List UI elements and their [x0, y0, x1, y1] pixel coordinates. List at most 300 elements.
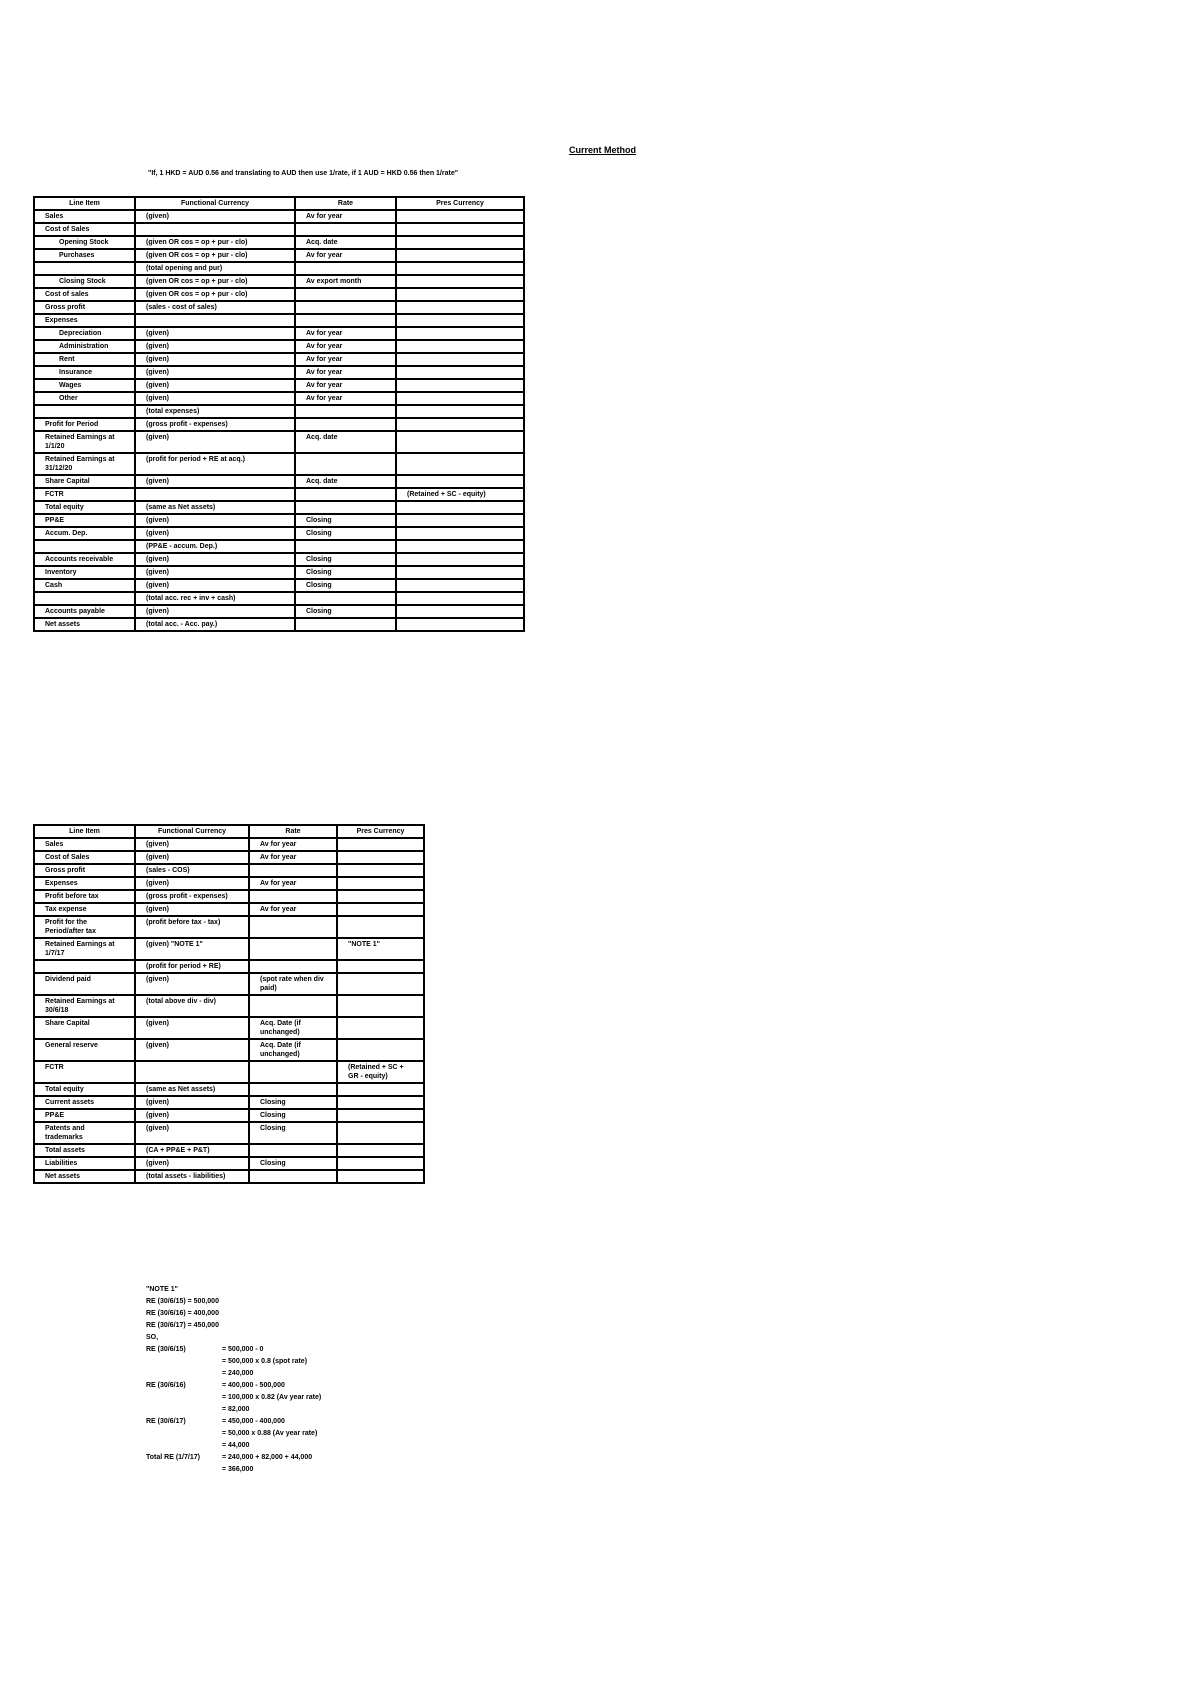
cell-pres	[337, 864, 424, 877]
cell-item: Net assets	[34, 1170, 135, 1183]
table-row	[34, 249, 524, 262]
cell-func: (given)	[135, 553, 295, 566]
cell-pres	[396, 353, 524, 366]
cell-func: (given)	[135, 579, 295, 592]
cell-pres	[396, 340, 524, 353]
cell-rate	[295, 501, 396, 514]
note-label	[146, 1404, 222, 1416]
cell-item: Retained Earnings at 30/6/18	[34, 995, 135, 1017]
cell-func: (given)	[135, 353, 295, 366]
note-value: = 50,000 x 0.88 (Av year rate)	[222, 1430, 318, 1437]
cell-rate	[249, 864, 337, 877]
cell-pres	[337, 903, 424, 916]
cell-item: Total equity	[34, 1083, 135, 1096]
cell-item	[34, 592, 135, 605]
cell-item: PP&E	[34, 1109, 135, 1122]
note-line	[146, 1296, 321, 1308]
cell-pres	[337, 838, 424, 851]
note-label	[146, 1356, 222, 1368]
cell-func	[135, 314, 295, 327]
cell-func: (given)	[135, 851, 249, 864]
cell-pres	[396, 566, 524, 579]
cell-rate: Closing	[295, 514, 396, 527]
cell-rate	[249, 890, 337, 903]
cell-func: (given)	[135, 210, 295, 223]
cell-func: (given)	[135, 973, 249, 995]
table-row	[34, 864, 424, 877]
cell-pres	[337, 1122, 424, 1144]
cell-rate	[249, 938, 337, 960]
cell-func: (given)	[135, 1017, 249, 1039]
table-row	[34, 405, 524, 418]
cell-func: (given)	[135, 340, 295, 353]
cell-pres	[396, 453, 524, 475]
cell-pres	[337, 1017, 424, 1039]
note-label: RE (30/6/16) = 400,000	[146, 1310, 219, 1317]
table-row	[34, 431, 524, 453]
note-1-calculations	[146, 1284, 321, 1476]
cell-pres	[337, 1144, 424, 1157]
note-value: = 500,000 - 0	[222, 1346, 264, 1353]
cell-pres	[396, 605, 524, 618]
table-row	[34, 960, 424, 973]
cell-rate: (spot rate when div paid)	[249, 973, 337, 995]
cell-func: (sales - cost of sales)	[135, 301, 295, 314]
note-value: = 366,000	[222, 1466, 254, 1473]
cell-pres	[396, 327, 524, 340]
cell-rate	[295, 592, 396, 605]
table-row	[34, 605, 524, 618]
cell-item: Accounts receivable	[34, 553, 135, 566]
cell-item: Cost of sales	[34, 288, 135, 301]
cell-func: (total assets - liabilities)	[135, 1170, 249, 1183]
cell-rate: Av export month	[295, 275, 396, 288]
cell-func: (given)	[135, 327, 295, 340]
cell-rate	[249, 1170, 337, 1183]
note-line	[146, 1416, 321, 1428]
cell-func: (PP&E - accum. Dep.)	[135, 540, 295, 553]
table-row	[34, 1157, 424, 1170]
cell-func	[135, 1061, 249, 1083]
note-value: = 100,000 x 0.82 (Av year rate)	[222, 1394, 322, 1401]
cell-pres	[396, 514, 524, 527]
cell-item: Retained Earnings at 31/12/20	[34, 453, 135, 475]
table-header-row	[34, 825, 424, 838]
note-line	[146, 1284, 321, 1296]
cell-rate: Acq. date	[295, 475, 396, 488]
cell-item	[34, 405, 135, 418]
cell-pres	[396, 418, 524, 431]
table-row	[34, 314, 524, 327]
cell-rate: Closing	[295, 553, 396, 566]
column-header: Rate	[249, 825, 337, 838]
cell-rate	[249, 1144, 337, 1157]
cell-rate: Acq. date	[295, 431, 396, 453]
cell-rate: Av for year	[295, 210, 396, 223]
cell-rate	[295, 223, 396, 236]
table-row	[34, 262, 524, 275]
note-line	[146, 1392, 321, 1404]
cell-func: (CA + PP&E + P&T)	[135, 1144, 249, 1157]
note-label: Total RE (1/7/17)	[146, 1454, 200, 1461]
cell-func: (given)	[135, 1122, 249, 1144]
cell-rate	[249, 916, 337, 938]
cell-func: (given)	[135, 1109, 249, 1122]
note-line	[146, 1356, 321, 1368]
table-header-row	[34, 197, 524, 210]
cell-pres	[337, 960, 424, 973]
note-value: = 44,000	[222, 1442, 250, 1449]
column-header: Functional Currency	[135, 197, 295, 210]
note-label	[146, 1392, 222, 1404]
cell-pres	[396, 223, 524, 236]
table-row	[34, 1170, 424, 1183]
table-row	[34, 275, 524, 288]
cell-rate: Closing	[295, 579, 396, 592]
table-row	[34, 501, 524, 514]
cell-func: (gross profit - expenses)	[135, 418, 295, 431]
cell-item: PP&E	[34, 514, 135, 527]
cell-pres	[396, 553, 524, 566]
cell-func: (gross profit - expenses)	[135, 890, 249, 903]
note-line	[146, 1380, 321, 1392]
table-row	[34, 514, 524, 527]
cell-item: Dividend paid	[34, 973, 135, 995]
cell-item: FCTR	[34, 488, 135, 501]
table-row	[34, 327, 524, 340]
note-label: RE (30/6/17) = 450,000	[146, 1322, 219, 1329]
cell-rate	[249, 1083, 337, 1096]
cell-item: Total assets	[34, 1144, 135, 1157]
table-row	[34, 938, 424, 960]
cell-func	[135, 488, 295, 501]
cell-func: (same as Net assets)	[135, 1083, 249, 1096]
cell-rate	[295, 618, 396, 631]
cell-rate	[249, 995, 337, 1017]
note-line	[146, 1464, 321, 1476]
cell-func: (given)	[135, 366, 295, 379]
note-line	[146, 1452, 321, 1464]
cell-rate	[295, 405, 396, 418]
table-row	[34, 916, 424, 938]
cell-pres	[337, 1083, 424, 1096]
translation-table-1	[33, 196, 525, 632]
cell-func: (sales - COS)	[135, 864, 249, 877]
cell-item: Accounts payable	[34, 605, 135, 618]
cell-pres	[337, 973, 424, 995]
column-header: Rate	[295, 197, 396, 210]
cell-pres	[396, 379, 524, 392]
cell-pres	[396, 579, 524, 592]
cell-pres	[396, 592, 524, 605]
cell-pres	[337, 916, 424, 938]
table-row	[34, 527, 524, 540]
table-row	[34, 475, 524, 488]
cell-item: Depreciation	[34, 327, 135, 340]
cell-func: (given OR cos = op + pur - clo)	[135, 288, 295, 301]
table-row	[34, 210, 524, 223]
table-row	[34, 618, 524, 631]
cell-pres	[396, 210, 524, 223]
table-row	[34, 973, 424, 995]
cell-pres	[396, 236, 524, 249]
note-value: = 240,000	[222, 1370, 254, 1377]
cell-pres	[396, 249, 524, 262]
cell-item: Total equity	[34, 501, 135, 514]
cell-func: (given)	[135, 527, 295, 540]
cell-rate	[249, 1061, 337, 1083]
table-row	[34, 1109, 424, 1122]
cell-rate: Av for year	[295, 392, 396, 405]
cell-pres	[337, 890, 424, 903]
note-line	[146, 1428, 321, 1440]
cell-item: Patents and trademarks	[34, 1122, 135, 1144]
cell-func: (given OR cos = op + pur - clo)	[135, 275, 295, 288]
column-header: Pres Currency	[337, 825, 424, 838]
cell-rate: Av for year	[295, 249, 396, 262]
table-row	[34, 1083, 424, 1096]
cell-item: Opening Stock	[34, 236, 135, 249]
cell-rate: Closing	[249, 1157, 337, 1170]
cell-item: Rent	[34, 353, 135, 366]
column-header: Pres Currency	[396, 197, 524, 210]
cell-item: Profit before tax	[34, 890, 135, 903]
cell-item: Closing Stock	[34, 275, 135, 288]
cell-item: Sales	[34, 838, 135, 851]
cell-pres	[396, 475, 524, 488]
note-label: SO,	[146, 1334, 159, 1341]
cell-item: Insurance	[34, 366, 135, 379]
cell-pres	[337, 1170, 424, 1183]
table-row	[34, 353, 524, 366]
cell-rate: Closing	[295, 527, 396, 540]
table-row	[34, 453, 524, 475]
cell-item	[34, 262, 135, 275]
note-label: RE (30/6/15) = 500,000	[146, 1298, 219, 1305]
note-label: RE (30/6/15)	[146, 1346, 186, 1353]
table-row	[34, 579, 524, 592]
cell-func: (given)	[135, 392, 295, 405]
cell-rate: Av for year	[249, 877, 337, 890]
table-row	[34, 903, 424, 916]
cell-item: FCTR	[34, 1061, 135, 1083]
column-header: Line Item	[34, 197, 135, 210]
cell-rate	[295, 540, 396, 553]
cell-pres	[396, 288, 524, 301]
note-line	[146, 1440, 321, 1452]
cell-rate: Av for year	[249, 851, 337, 864]
cell-rate: Acq. date	[295, 236, 396, 249]
cell-func: (total acc. - Acc. pay.)	[135, 618, 295, 631]
table-row	[34, 366, 524, 379]
table-row	[34, 379, 524, 392]
note-label: "NOTE 1"	[146, 1286, 178, 1293]
cell-pres	[337, 1096, 424, 1109]
cell-func: (given)	[135, 1039, 249, 1061]
note-label: RE (30/6/17)	[146, 1418, 186, 1425]
table-row	[34, 288, 524, 301]
note-value: = 82,000	[222, 1406, 250, 1413]
cell-func: (given)	[135, 877, 249, 890]
table-row	[34, 340, 524, 353]
note-label	[146, 1368, 222, 1380]
note-value: = 240,000 + 82,000 + 44,000	[222, 1454, 313, 1461]
translation-table-2	[33, 824, 425, 1184]
cell-pres	[337, 1157, 424, 1170]
cell-item: General reserve	[34, 1039, 135, 1061]
cell-item: Share Capital	[34, 475, 135, 488]
cell-func: (given OR cos = op + pur - clo)	[135, 236, 295, 249]
cell-item: Profit for the Period/after tax	[34, 916, 135, 938]
cell-func: (given)	[135, 475, 295, 488]
table-row	[34, 418, 524, 431]
table-row	[34, 553, 524, 566]
table-row	[34, 1122, 424, 1144]
cell-func: (given)	[135, 566, 295, 579]
table-row	[34, 223, 524, 236]
cell-rate: Closing	[249, 1096, 337, 1109]
page-title: Current Method	[569, 145, 636, 155]
cell-rate	[249, 960, 337, 973]
table-row	[34, 1039, 424, 1061]
cell-item: Sales	[34, 210, 135, 223]
cell-pres	[396, 618, 524, 631]
cell-func: (profit for period + RE)	[135, 960, 249, 973]
cell-item	[34, 960, 135, 973]
cell-func: (given) "NOTE 1"	[135, 938, 249, 960]
cell-rate	[295, 288, 396, 301]
cell-item: Gross profit	[34, 301, 135, 314]
cell-item: Tax expense	[34, 903, 135, 916]
cell-item: Accum. Dep.	[34, 527, 135, 540]
cell-pres	[396, 314, 524, 327]
cell-func: (total opening and pur)	[135, 262, 295, 275]
cell-func: (given)	[135, 605, 295, 618]
cell-rate	[295, 314, 396, 327]
note-value: = 450,000 - 400,000	[222, 1418, 285, 1425]
cell-item: Cost of Sales	[34, 851, 135, 864]
cell-rate: Closing	[295, 605, 396, 618]
cell-func: (given)	[135, 379, 295, 392]
cell-pres	[337, 995, 424, 1017]
cell-pres	[396, 540, 524, 553]
cell-item: Gross profit	[34, 864, 135, 877]
cell-item: Share Capital	[34, 1017, 135, 1039]
column-header: Functional Currency	[135, 825, 249, 838]
note-line	[146, 1308, 321, 1320]
cell-pres: "NOTE 1"	[337, 938, 424, 960]
table-row	[34, 1061, 424, 1083]
cell-pres	[396, 392, 524, 405]
table-row	[34, 592, 524, 605]
cell-rate	[295, 262, 396, 275]
cell-pres	[396, 301, 524, 314]
cell-item: Retained Earnings at 1/1/20	[34, 431, 135, 453]
cell-item	[34, 540, 135, 553]
cell-func	[135, 223, 295, 236]
cell-pres	[396, 405, 524, 418]
cell-func: (same as Net assets)	[135, 501, 295, 514]
note-label: RE (30/6/16)	[146, 1382, 186, 1389]
cell-item: Wages	[34, 379, 135, 392]
table-row	[34, 301, 524, 314]
cell-pres	[337, 851, 424, 864]
cell-rate: Acq. Date (if unchanged)	[249, 1017, 337, 1039]
cell-func: (total expenses)	[135, 405, 295, 418]
cell-pres	[396, 262, 524, 275]
table-row	[34, 1144, 424, 1157]
cell-pres	[337, 1039, 424, 1061]
cell-rate	[295, 301, 396, 314]
table-row	[34, 392, 524, 405]
cell-func: (total acc. rec + inv + cash)	[135, 592, 295, 605]
cell-rate: Av for year	[295, 340, 396, 353]
table-row	[34, 838, 424, 851]
cell-item: Expenses	[34, 877, 135, 890]
cell-func: (profit before tax - tax)	[135, 916, 249, 938]
cell-rate: Av for year	[295, 366, 396, 379]
cell-rate: Av for year	[249, 838, 337, 851]
table-row	[34, 236, 524, 249]
cell-item: Expenses	[34, 314, 135, 327]
table-row	[34, 851, 424, 864]
cell-func: (given)	[135, 431, 295, 453]
cell-item: Cost of Sales	[34, 223, 135, 236]
cell-func: (given)	[135, 838, 249, 851]
cell-func: (given OR cos = op + pur - clo)	[135, 249, 295, 262]
cell-pres	[396, 501, 524, 514]
cell-pres: (Retained + SC + GR - equity)	[337, 1061, 424, 1083]
table-row	[34, 1017, 424, 1039]
cell-rate	[295, 453, 396, 475]
cell-func: (profit for period + RE at acq.)	[135, 453, 295, 475]
table-row	[34, 488, 524, 501]
cell-rate: Acq. Date (if unchanged)	[249, 1039, 337, 1061]
cell-item: Cash	[34, 579, 135, 592]
note-line	[146, 1320, 321, 1332]
note-value: = 500,000 x 0.8 (spot rate)	[222, 1358, 308, 1365]
cell-rate: Av for year	[295, 353, 396, 366]
note-label	[146, 1440, 222, 1452]
note-line	[146, 1332, 321, 1344]
cell-item: Inventory	[34, 566, 135, 579]
cell-item: Current assets	[34, 1096, 135, 1109]
cell-func: (total above div - div)	[135, 995, 249, 1017]
note-value: = 400,000 - 500,000	[222, 1382, 285, 1389]
cell-item: Other	[34, 392, 135, 405]
cell-pres	[396, 366, 524, 379]
table-row	[34, 566, 524, 579]
cell-func: (given)	[135, 1157, 249, 1170]
column-header: Line Item	[34, 825, 135, 838]
cell-item: Purchases	[34, 249, 135, 262]
cell-item: Profit for Period	[34, 418, 135, 431]
cell-rate: Closing	[249, 1122, 337, 1144]
cell-rate: Av for year	[295, 379, 396, 392]
cell-func: (given)	[135, 903, 249, 916]
cell-rate: Av for year	[295, 327, 396, 340]
cell-pres	[396, 527, 524, 540]
table-row	[34, 1096, 424, 1109]
cell-pres	[396, 275, 524, 288]
table-row	[34, 995, 424, 1017]
cell-item: Administration	[34, 340, 135, 353]
cell-item: Retained Earnings at 1/7/17	[34, 938, 135, 960]
cell-rate: Av for year	[249, 903, 337, 916]
cell-pres	[337, 877, 424, 890]
note-line	[146, 1404, 321, 1416]
cell-pres	[396, 431, 524, 453]
